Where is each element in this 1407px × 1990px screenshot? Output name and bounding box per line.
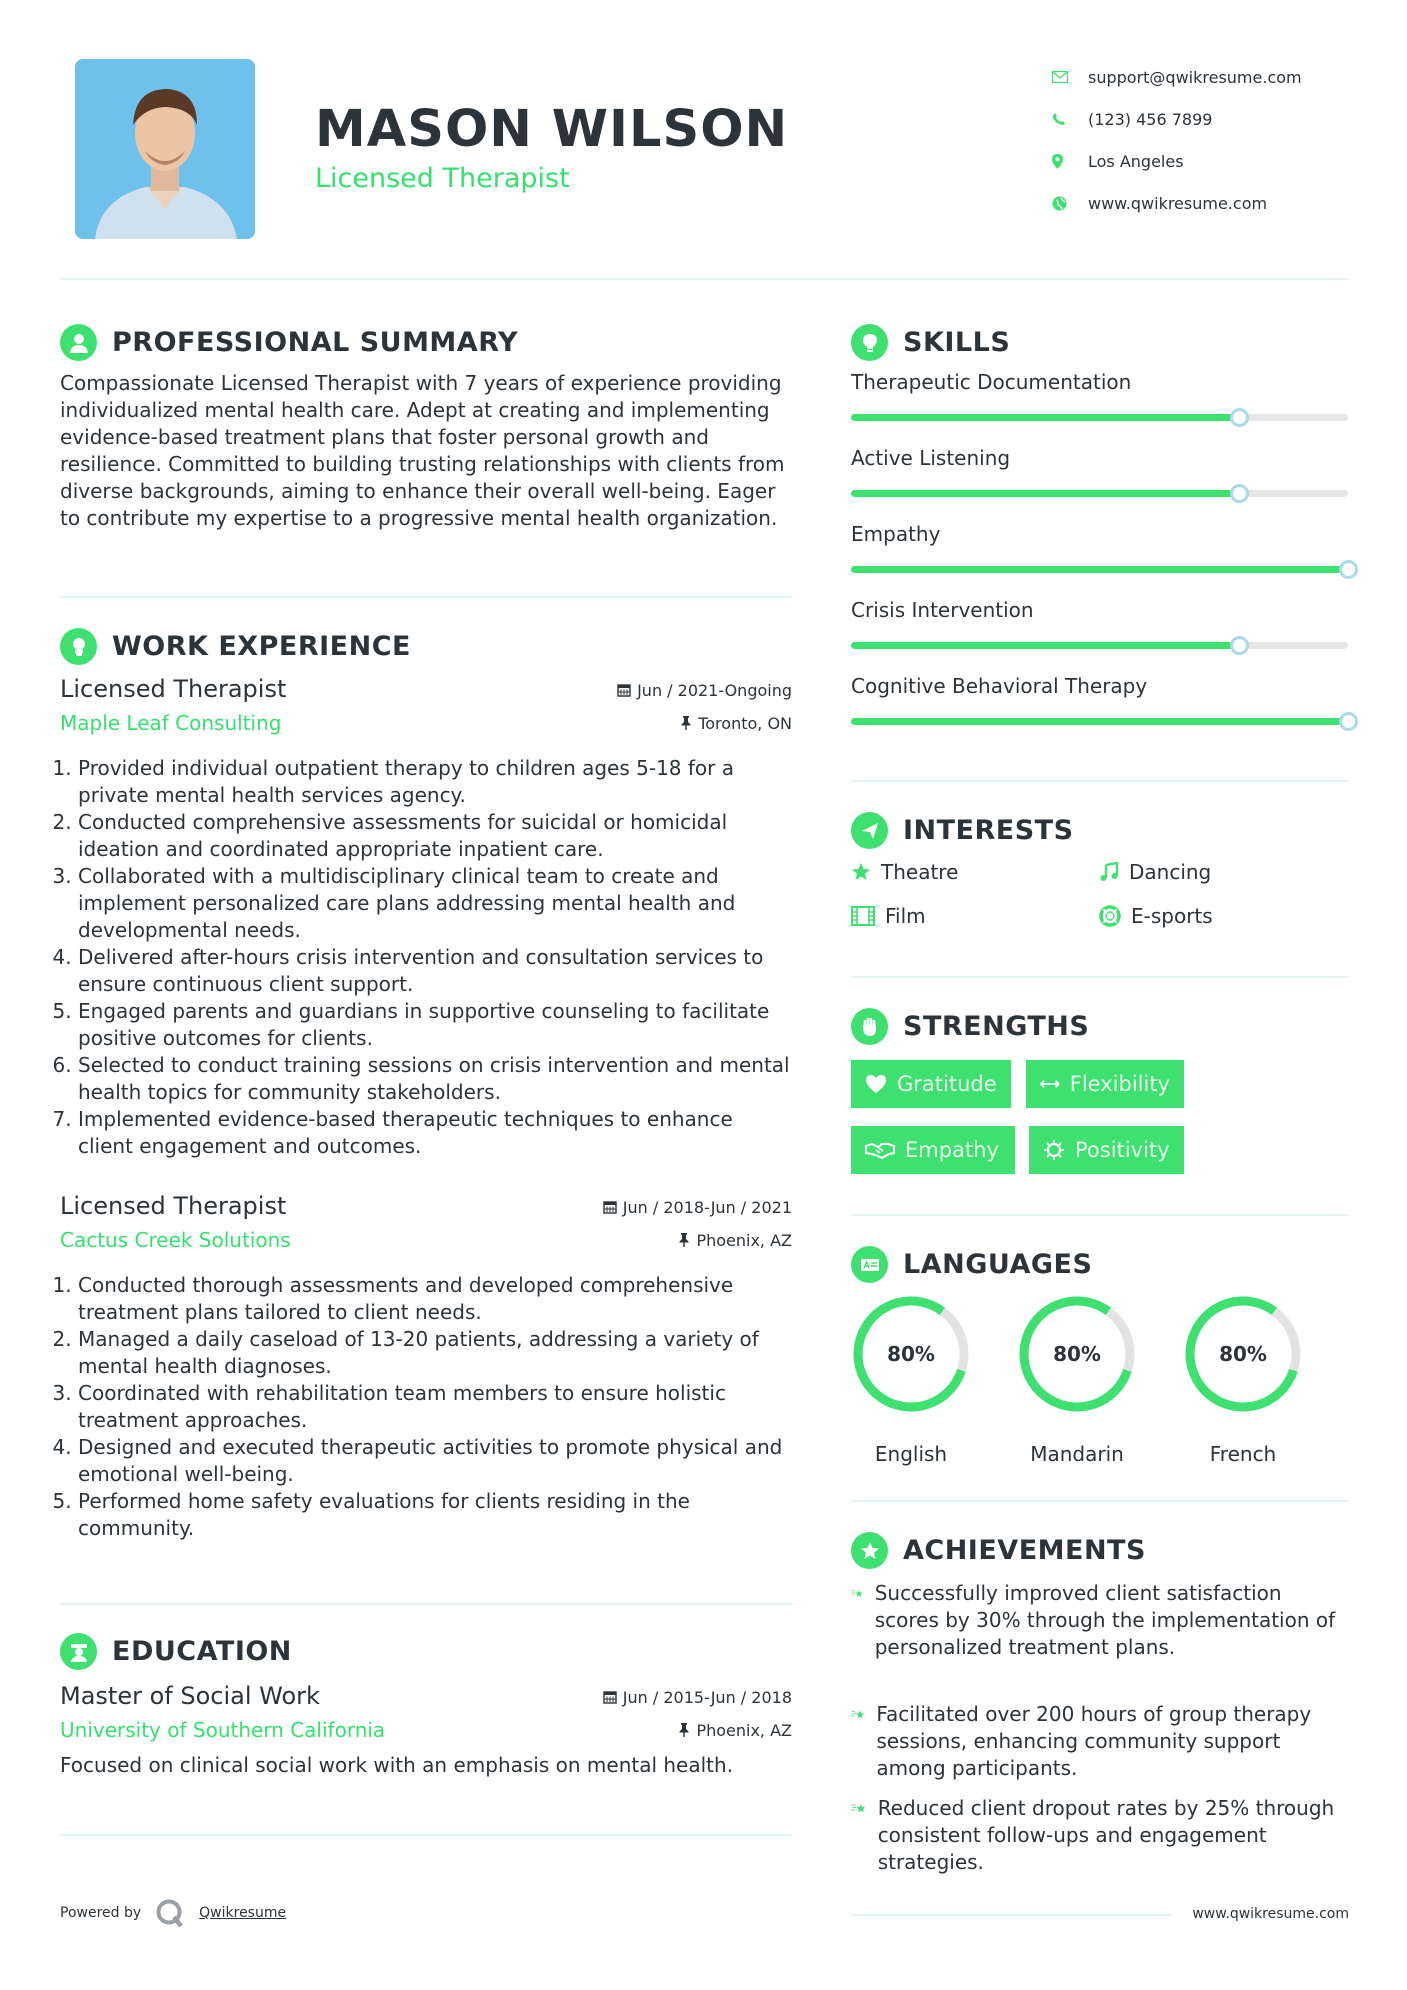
achievements-heading: ACHIEVEMENTS <box>851 1532 1146 1569</box>
education-heading: EDUCATION <box>60 1633 292 1670</box>
skill-bar-knob <box>1230 408 1249 427</box>
contact-block <box>1052 56 1382 224</box>
skill-name: Crisis Intervention <box>851 598 1034 622</box>
skill-bar-knob <box>1230 636 1249 655</box>
language-name: French <box>1209 1442 1277 1466</box>
job-dates: Jun / 2021-Ongoing <box>617 681 792 700</box>
profile-photo <box>75 59 255 239</box>
achievements-divider <box>851 1914 1171 1916</box>
list-item: 1. Provided individual outpatient therapy to children ages 5-18 for a private mental health services agency. <box>78 755 792 809</box>
skill-bar-knob <box>1230 484 1249 503</box>
job-location: Phoenix, AZ <box>678 1231 792 1250</box>
skill-bar-fill <box>851 566 1348 573</box>
summary-text: Compassionate Licensed Therapist with 7 years of experience providing individualized mental health care. Adept at creating and implementing evidence-based treatment plans that foster personal growth and resilience. Committed to building trusting relationships with clients from diverse backgrounds, aiming to enhance their overall well-being. Eager to contribute my expertise to a progressive mental health organization. <box>60 371 785 530</box>
shooting-star-icon <box>851 1580 865 1608</box>
languages-heading: LANGUAGES <box>851 1246 1092 1283</box>
skill-bar-knob <box>1339 560 1358 579</box>
interests-heading: INTERESTS <box>851 812 1074 849</box>
phone-icon <box>1052 112 1088 126</box>
job-bullets <box>60 755 792 1160</box>
strength-chip: Gratitude <box>851 1060 1011 1108</box>
star-badge-icon <box>851 1532 888 1569</box>
contact-phone[interactable]: (123) 456 7899 <box>1052 98 1382 140</box>
strength-chip: Positivity <box>1029 1126 1184 1174</box>
briefcase-icon <box>60 628 97 665</box>
interest-item: E-sports <box>1099 904 1213 928</box>
skills-divider <box>851 780 1349 782</box>
job-title: Licensed Therapist <box>60 1192 287 1220</box>
film-icon <box>851 906 875 926</box>
language-ring <box>1015 1292 1139 1416</box>
skill-bar-fill <box>851 414 1239 421</box>
language-ring <box>849 1292 973 1416</box>
skill-name: Empathy <box>851 522 941 546</box>
job-company: Cactus Creek Solutions <box>60 1228 291 1252</box>
interests-divider <box>851 976 1349 978</box>
skill-item <box>851 370 1348 394</box>
skill-item <box>851 522 1348 546</box>
globe-icon <box>1052 196 1088 211</box>
skill-item <box>851 598 1348 622</box>
calendar-icon <box>603 1690 617 1704</box>
pushpin-icon <box>680 716 692 730</box>
education-description: Focused on clinical social work with an emphasis on mental health. <box>60 1753 734 1777</box>
skill-bar <box>851 414 1348 421</box>
hand-icon <box>851 1008 888 1045</box>
graduate-icon <box>60 1633 97 1670</box>
experience-heading: WORK EXPERIENCE <box>60 628 411 665</box>
education-entry <box>60 1682 792 1779</box>
languages-divider <box>851 1500 1349 1502</box>
strengths-divider <box>851 1214 1349 1216</box>
achievement-item: Facilitated over 200 hours of group therapy sessions, enhancing community support among participants. <box>851 1701 1351 1782</box>
lifebuoy-icon <box>1099 905 1121 927</box>
list-item: 1. Conducted thorough assessments and developed comprehensive treatment plans tailored to client needs. <box>78 1272 792 1326</box>
language-item <box>1181 1292 1305 1466</box>
strength-chip: Flexibility <box>1026 1060 1184 1108</box>
list-item: 4. Delivered after-hours crisis intervention and consultation services to ensure continuous client support. <box>78 944 792 998</box>
handshake-icon <box>865 1141 895 1159</box>
list-item: 2. Conducted comprehensive assessments for suicidal or homicidal ideation and coordinated appropriate inpatient care. <box>78 809 792 863</box>
skill-bar <box>851 566 1348 573</box>
skill-bar <box>851 490 1348 497</box>
education-location: Phoenix, AZ <box>678 1721 792 1740</box>
skill-item <box>851 446 1348 470</box>
interest-item: Theatre <box>851 860 958 884</box>
job-title: Licensed Therapist <box>60 675 287 703</box>
skill-name: Active Listening <box>851 446 1011 470</box>
interest-item: Film <box>851 904 926 928</box>
education-dates: Jun / 2015-Jun / 2018 <box>603 1688 792 1707</box>
list-item: 3. Coordinated with rehabilitation team members to ensure holistic treatment approaches. <box>78 1380 792 1434</box>
job-entry <box>60 675 792 1160</box>
list-item: 5. Performed home safety evaluations for clients residing in the community. <box>78 1488 792 1542</box>
user-icon <box>60 324 97 361</box>
shooting-star-icon <box>851 1701 866 1729</box>
skill-name: Cognitive Behavioral Therapy <box>851 674 1148 698</box>
contact-location: Los Angeles <box>1052 140 1382 182</box>
skills-heading: SKILLS <box>851 324 1010 361</box>
language-percent: 80% <box>1219 1342 1267 1366</box>
footer-brand-link[interactable]: Qwikresume <box>199 1905 287 1921</box>
job-dates: Jun / 2018-Jun / 2021 <box>603 1198 792 1217</box>
list-item: 6. Selected to conduct training sessions on crisis intervention and mental health topics for community stakeholders. <box>78 1052 792 1106</box>
language-name: Mandarin <box>1030 1442 1124 1466</box>
skill-name: Therapeutic Documentation <box>851 370 1132 394</box>
list-item: 4. Designed and executed therapeutic activities to promote physical and emotional well-being. <box>78 1434 792 1488</box>
education-divider <box>60 1834 792 1836</box>
list-item: 5. Engaged parents and guardians in supportive counseling to facilitate positive outcomes for clients. <box>78 998 792 1052</box>
envelope-icon <box>1052 71 1088 83</box>
achievement-item: Successfully improved client satisfaction scores by 30% through the implementation of personalized treatment plans. <box>851 1580 1351 1661</box>
language-card-icon <box>851 1246 888 1283</box>
job-company: Maple Leaf Consulting <box>60 711 282 735</box>
language-item <box>849 1292 973 1466</box>
skill-bar-fill <box>851 642 1239 649</box>
qwikresume-logo-icon <box>155 1898 185 1928</box>
calendar-icon <box>603 1200 617 1214</box>
header-divider <box>60 278 1349 280</box>
contact-email[interactable]: support@qwikresume.com <box>1052 56 1382 98</box>
summary-divider <box>60 596 792 598</box>
pushpin-icon <box>678 1233 690 1247</box>
job-location: Toronto, ON <box>680 714 792 733</box>
achievement-item: Reduced client dropout rates by 25% through consistent follow-ups and engagement strategies. <box>851 1795 1351 1876</box>
arrows-horizontal-icon <box>1040 1078 1060 1090</box>
skill-bar <box>851 642 1348 649</box>
candidate-name: MASON WILSON <box>315 100 789 159</box>
strength-chip: Empathy <box>851 1126 1015 1174</box>
candidate-title: Licensed Therapist <box>315 163 570 194</box>
list-item: 3. Collaborated with a multidisciplinary clinical team to create and implement personalized care plans addressing mental health and developmental needs. <box>78 863 792 944</box>
language-percent: 80% <box>887 1342 935 1366</box>
shooting-star-icon <box>851 1795 868 1823</box>
list-item: 7. Implemented evidence-based therapeutic techniques to enhance client engagement and outcomes. <box>78 1106 792 1160</box>
skill-bar-fill <box>851 490 1239 497</box>
star-icon <box>851 862 871 882</box>
heart-icon <box>865 1074 887 1094</box>
language-ring <box>1181 1292 1305 1416</box>
job-entry <box>60 1192 792 1542</box>
summary-heading: PROFESSIONAL SUMMARY <box>60 324 518 361</box>
map-pin-icon <box>1052 154 1088 169</box>
language-item <box>1015 1292 1139 1466</box>
sun-icon <box>1043 1139 1065 1161</box>
school-name: University of Southern California <box>60 1718 386 1742</box>
language-percent: 80% <box>1053 1342 1101 1366</box>
interest-item: Dancing <box>1099 860 1211 884</box>
calendar-icon <box>617 683 631 697</box>
footer-powered-by: Powered by Qwikresume <box>60 1898 286 1928</box>
skill-item <box>851 674 1348 698</box>
language-name: English <box>874 1442 948 1466</box>
contact-website[interactable]: www.qwikresume.com <box>1052 182 1382 224</box>
strengths-heading: STRENGTHS <box>851 1008 1089 1045</box>
skill-bar <box>851 718 1348 725</box>
footer-website[interactable]: www.qwikresume.com <box>1192 1906 1349 1922</box>
experience-divider <box>60 1603 792 1605</box>
pushpin-icon <box>678 1723 690 1737</box>
job-bullets <box>60 1272 792 1542</box>
music-note-icon <box>1099 862 1119 882</box>
paper-plane-icon <box>851 812 888 849</box>
skill-bar-knob <box>1339 712 1358 731</box>
lightbulb-icon <box>851 324 888 361</box>
skill-bar-fill <box>851 718 1348 725</box>
degree-title: Master of Social Work <box>60 1682 320 1710</box>
list-item: 2. Managed a daily caseload of 13-20 patients, addressing a variety of mental health diagnoses. <box>78 1326 792 1380</box>
